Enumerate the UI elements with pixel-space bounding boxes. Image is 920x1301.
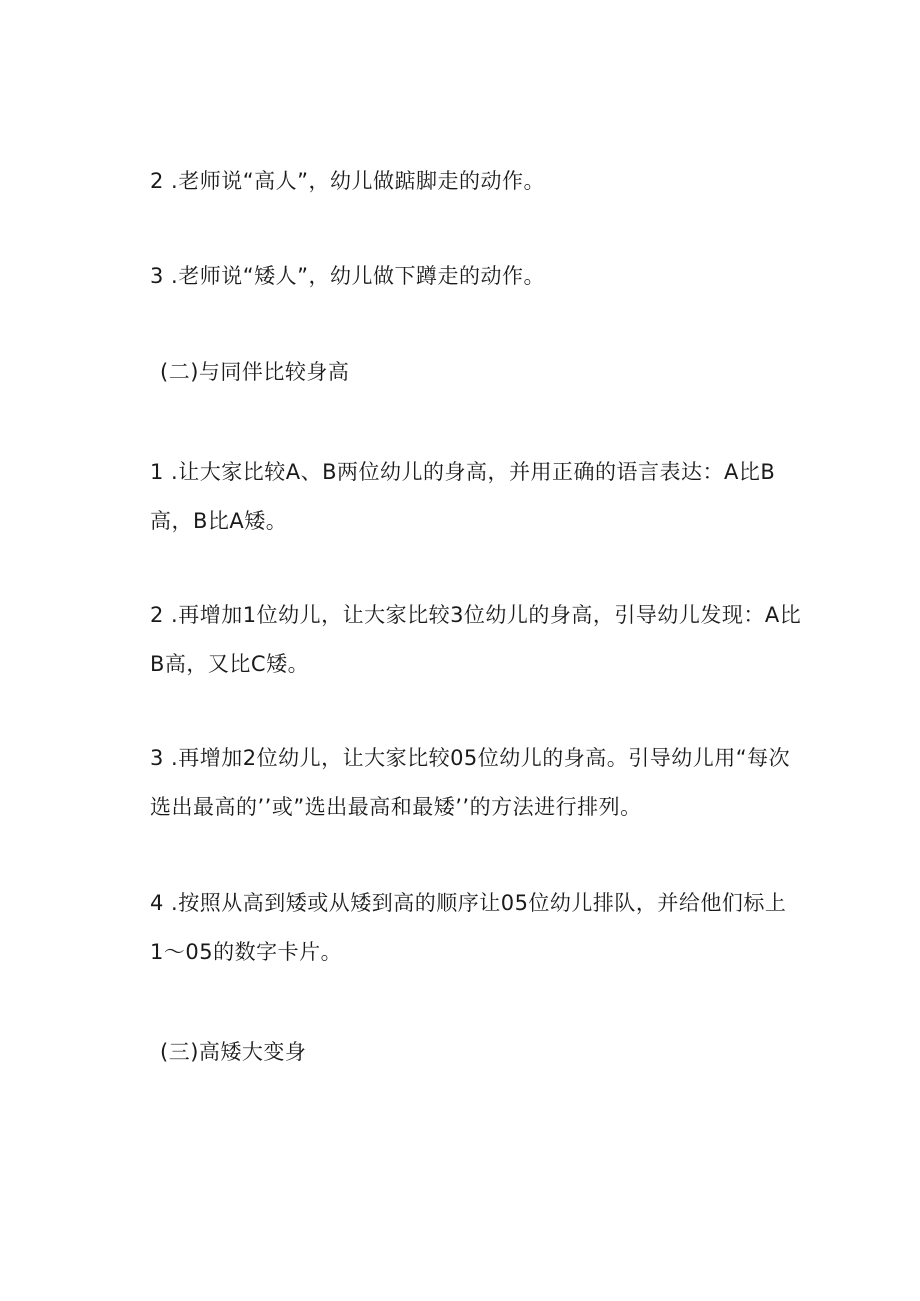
paragraph-compare-three-children: 2 .再增加1位幼儿，让大家比较3位幼儿的身高，引导幼儿发现：A比B高，又比C矮。 — [150, 603, 802, 676]
paragraph-tall-person-action: 2 .老师说“高人”，幼儿做踮脚走的动作。 — [150, 169, 545, 193]
paragraph-line-up-with-number-cards: 4 .按照从高到矮或从矮到高的顺序让05位幼儿排队，并给他们标上1〜05的数字卡片。 — [150, 891, 787, 964]
paragraph-compare-two-children: 1 .让大家比较A、B两位幼儿的身高，并用正确的语言表达：A比B高，B比A矮。 — [150, 460, 776, 533]
section-heading-compare-with-peers: (二)与同伴比较身高 — [160, 360, 350, 384]
paragraph-compare-five-children: 3 .再增加2位幼儿，让大家比较05位幼儿的身高。引导幼儿用“每次选出最高的’’或”选出最高和最矮’’的方法进行排列。 — [150, 746, 791, 819]
paragraph-short-person-action: 3 .老师说“矮人”，幼儿做下蹲走的动作。 — [150, 264, 545, 288]
section-heading-height-transformation: (三)高矮大变身 — [160, 1040, 307, 1064]
